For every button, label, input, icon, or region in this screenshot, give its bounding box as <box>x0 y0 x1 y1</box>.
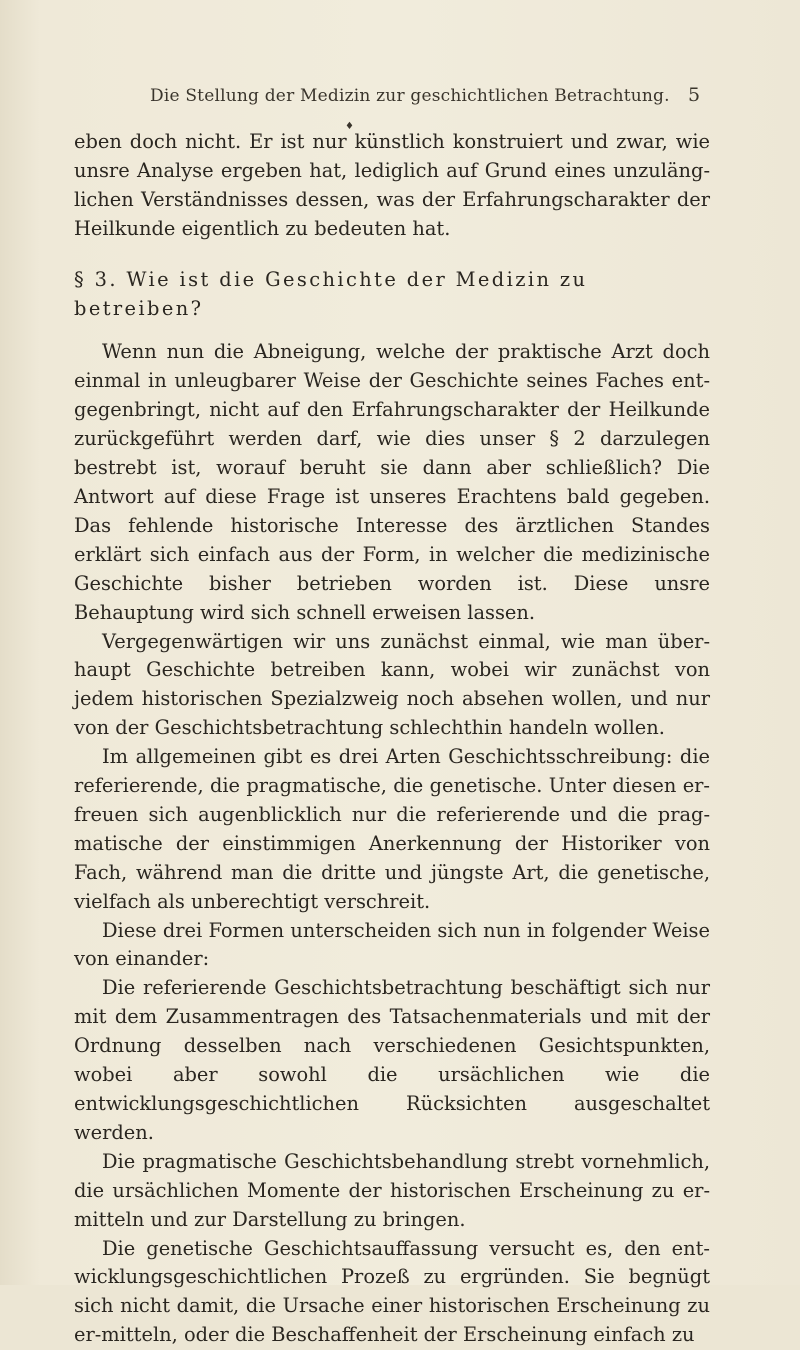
paragraph-continuation: eben doch nicht. Er ist nur künstlich konstruiert und zwar, wie unsre Analyse ergeben hat, lediglich auf Grund eines unzuläng-lichen Verständnisses dessen, was der Erfahrungscharakter der Heilkunde eigentlich zu bedeuten hat. <box>74 130 710 240</box>
paragraph: Die genetische Geschichtsauffassung versucht es, den ent-wicklungsgeschichtlichen Prozeß zu ergründen. Sie begnügt sich nicht damit, die Ursache einer historischen Erscheinung zu er-mitteln, oder die Beschaffenheit der Erscheinung einfach zu <box>74 1236 710 1347</box>
printer-mark: ♦ <box>345 121 354 132</box>
paragraph: Vergegenwärtigen wir uns zunächst einmal, wie man über-haupt Geschichte betreiben kann, wobei wir zunächst von jedem historischen Spezialzweig noch absehen wollen, und nur von der Geschichtsbetrachtung schlechthin handeln wollen. <box>74 629 710 740</box>
body-text <box>74 128 710 1350</box>
paragraph: Die pragmatische Geschichtsbehandlung strebt vornehmlich, die ursächlichen Momente der historischen Erscheinung zu er-mitteln und zur Darstellung zu bringen. <box>74 1149 710 1231</box>
paragraph: Diese drei Formen unterscheiden sich nun in folgender Weise von einander: <box>74 918 710 971</box>
paragraph: Wenn nun die Abneigung, welche der praktische Arzt doch einmal in unleugbarer Weise der Geschichte seines Faches ent-gegenbringt, nicht auf den Erfahrungscharakter der Heilkunde zurückgeführt werden darf, wie dies unser § 2 darzulegen bestrebt ist, worauf beruht sie dann aber schließlich? Die Antwort auf diese Frage ist unseres Erachtens bald gegeben. Das fehlende historische Interesse des ärztlichen Standes erklärt sich einfach aus der Form, in welcher die medizinische Geschichte bisher betrieben worden ist. Diese unsre Behauptung wird sich schnell erweisen lassen. <box>74 340 710 624</box>
section-heading: § 3. Wie ist die Geschichte der Medizin zu betreiben? <box>74 267 588 320</box>
paragraph: Die referierende Geschichtsbetrachtung beschäftigt sich nur mit dem Zusammentragen des Tatsachenmaterials und mit der Ordnung desselben nach verschiedenen Gesichtspunkten, wobei aber sowohl die ursächlichen wie die entwicklungsgeschichtlichen Rücksichten ausgeschaltet werden. <box>74 976 710 1144</box>
paragraph: Im allgemeinen gibt es drei Arten Geschichtsschreibung: die referierende, die pragmatische, die genetische. Unter diesen er-freuen sich augenblicklich nur die referierende und die prag-matische der einstimmigen Anerkennung der Historiker von Fach, während man die dritte und jüngste Art, die genetische, vielfach als unberechtigt verschreit. <box>74 745 710 913</box>
page-number: 5 <box>688 84 701 106</box>
running-header <box>150 86 750 106</box>
running-title: Die Stellung der Medizin zur geschichtlichen Betrachtung. <box>150 86 670 106</box>
